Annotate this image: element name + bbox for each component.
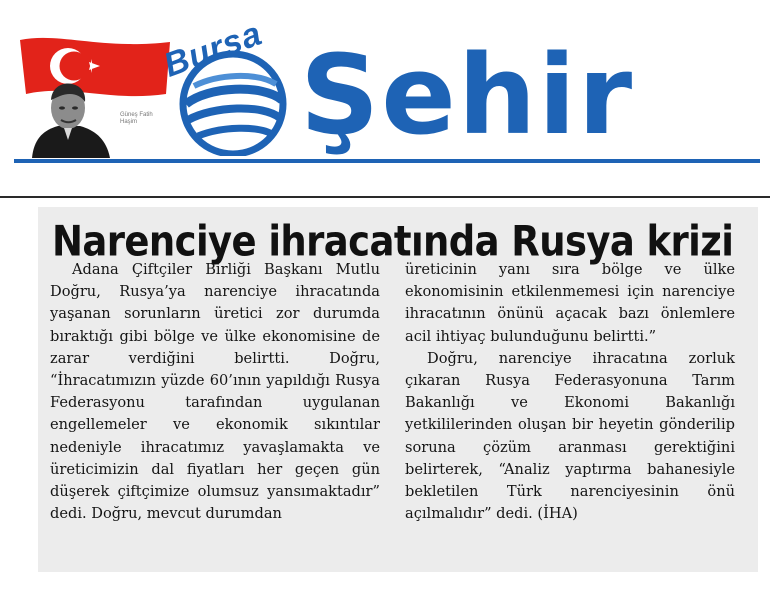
article-headline: Narenciye ihracatında Rusya krizi xyxy=(52,217,734,266)
masthead-divider xyxy=(14,159,760,163)
paragraph: Adana Çiftçiler Birliği Başkanı Mutlu Doğru, Rusya’ya narenciye ihracatında yaşanan sorunların üretici zor durumda bıraktığı gibi bölge ve ülke ekonomisine de zarar verdiğini belirtti. Doğru, “İhracatımızın yüzde 60’ının yapıldığı Rusya Federasyonu tarafından uygulanan engellemeler ve ekonomik sıkıntılar nedeniyle ihracatımız yavaşlamakta ve üreticimizin dal fiyatları her geçen gün düşerek çiftçimize olumsuz yansımaktadır” dedi. Doğru, mevcut durumdan xyxy=(50,261,380,523)
article-column-left xyxy=(50,259,380,525)
logo-sehir: Şehir xyxy=(300,31,635,159)
news-article xyxy=(38,207,758,572)
paragraph: üreticinin yanı sıra bölge ve ülke ekonomisinin etkilenmemesi için narenciye ihracatının önünü açacak bazı önlemlere acil ihtiyaç bulunduğunu belirtti.” xyxy=(405,261,735,345)
paragraph: Doğru, narenciye ihracatına zorluk çıkaran Rusya Federasyonuna Tarım Bakanlığı ve Ekonomi Bakanlığı yetkililerinden oluşan bir heyetin gönderilip soruna çözüm aranması gerektiğini belirterek, “Analiz yaptırma bahanesiyle bekletilen Türk narenciyesinin önü açılmalıdır” dedi. (İHA) xyxy=(405,349,735,523)
newspaper-masthead xyxy=(0,0,770,198)
article-column-right xyxy=(405,259,735,525)
logo-bursa: Bursa xyxy=(158,14,268,85)
photo-caption: Güneş Fatih Haşim xyxy=(120,112,153,125)
portrait-photo xyxy=(24,78,114,158)
